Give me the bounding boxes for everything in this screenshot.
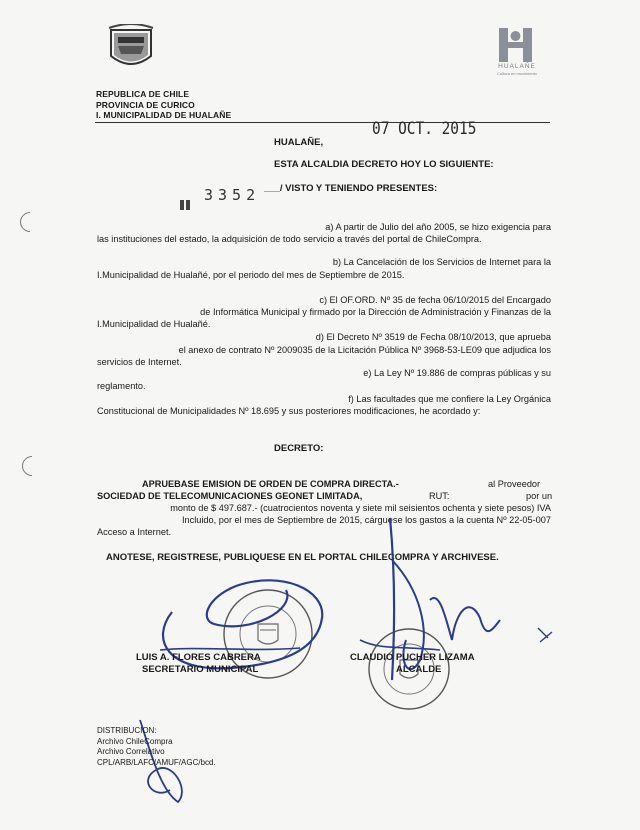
resolution-concept: Acceso a Internet. xyxy=(97,527,172,537)
punch-hole-top xyxy=(16,208,44,236)
clause-d-line2: el anexo de contrato Nº 2009035 de la Licitación Pública Nº 3968-53-LE09 que adjudica los xyxy=(178,345,551,355)
left-signatory-name: LUIS A. FLORES CABRERA xyxy=(136,652,261,663)
decreto-title: DECRETO: xyxy=(274,443,324,454)
clause-d-line3: servicios de Internet. xyxy=(97,357,182,367)
resolution-approve: APRUEBASE EMISION DE ORDEN DE COMPRA DIRECTA.- xyxy=(142,479,399,489)
resolution-amount: monto de $ 497.687.- (cuatrocientos noventa y siete mil seisientos ochenta y siete pesos) IVA xyxy=(170,503,551,513)
header-rule xyxy=(95,122,550,123)
clause-b-line2: I.Municipalidad de Hualañé, por el periodo del mes de Septiembre de 2015. xyxy=(97,270,405,280)
logo-tagline: Cultura en movimiento xyxy=(496,71,538,76)
date-stamp: 07 OCT. 2015 xyxy=(372,119,477,139)
clause-e-line2: reglamento. xyxy=(97,381,146,391)
distribution-item: Archivo ChileCompra xyxy=(97,736,173,746)
decree-intro: ESTA ALCALDIA DECRETO HOY LO SIGUIENTE: xyxy=(274,159,494,170)
logo-name: HUALAÑE xyxy=(498,63,536,70)
clause-c-line3: I.Municipalidad de Hualañé. xyxy=(97,319,211,329)
place-label: HUALAÑE, xyxy=(274,137,324,148)
clause-f-line2: Constitucional de Municipalidades Nº 18.695 y sus posteriores modificaciones, he acordado y: xyxy=(97,406,481,416)
closing-statement: ANOTESE, REGISTRESE, PUBLIQUESE EN EL PORTAL CHILECOMPRA Y ARCHIVESE. xyxy=(106,552,499,563)
punch-hole-bottom xyxy=(18,452,46,480)
right-signatory-title: ALCALDE xyxy=(396,664,442,675)
distribution-item: Archivo Correlativo xyxy=(97,747,165,756)
resolution-rut-label: RUT: xyxy=(429,491,450,501)
resolution-rut-tail: por un xyxy=(526,491,553,501)
municipal-crest xyxy=(108,24,154,74)
header-province: PROVINCIA DE CURICO xyxy=(96,99,195,110)
left-signatory-title: SECRETARIO MUNICIPAL xyxy=(142,664,259,675)
visto-heading: ___/ VISTO Y TENIENDO PRESENTES: xyxy=(264,183,438,194)
resolution-account: Incluido, por el mes de Septiembre de 2015, cárguese los gastos a la cuenta Nº 22-05-007 xyxy=(181,515,551,525)
clause-e-line1: e) La Ley Nº 19.886 de compras públicas y su xyxy=(363,368,551,378)
clause-a-line2: las instituciones del estado, la adquisición de todo servicio a través del portal de ChileCompra. xyxy=(97,234,482,244)
clause-d-line1: d) El Decreto Nº 3519 de Fecha 08/10/2013, que aprueba xyxy=(315,332,551,342)
resolution-provider-label: al Proveedor xyxy=(488,479,541,489)
header-republic: REPUBLICA DE CHILE xyxy=(96,89,190,99)
decree-number: 3352 xyxy=(204,186,261,204)
decree-number-mark xyxy=(178,198,192,212)
distribution-block xyxy=(97,726,216,768)
clause-a-line1: a) A partir de Julio del año 2005, se hizo exigencia para xyxy=(325,222,551,232)
clause-b-line1: b) La Cancelación de los Servicios de Internet para la xyxy=(332,257,551,267)
header-municipality: I. MUNICIPALIDAD DE HUALAÑE xyxy=(96,110,232,120)
clause-c-line1: c) El OF.ORD. Nº 35 de fecha 06/10/2015 del Encargado xyxy=(319,295,551,305)
distribution-title: DISTRIBUCION: xyxy=(97,726,157,735)
hualane-logo xyxy=(492,26,542,78)
clause-c-line2: de Informática Municipal y firmado por la Dirección de Administración y Finanzas de la xyxy=(200,307,551,317)
resolution-provider: SOCIEDAD DE TELECOMUNICACIONES GEONET LIMITADA, xyxy=(97,491,363,501)
distribution-item: CPL/ARB/LAFC/AMUF/AGC/bcd. xyxy=(97,757,216,767)
right-signatory-name: CLAUDIO PUCHER LIZAMA xyxy=(350,652,475,663)
clause-f-line1: f) Las facultades que me confiere la Ley Orgánica xyxy=(348,394,551,404)
